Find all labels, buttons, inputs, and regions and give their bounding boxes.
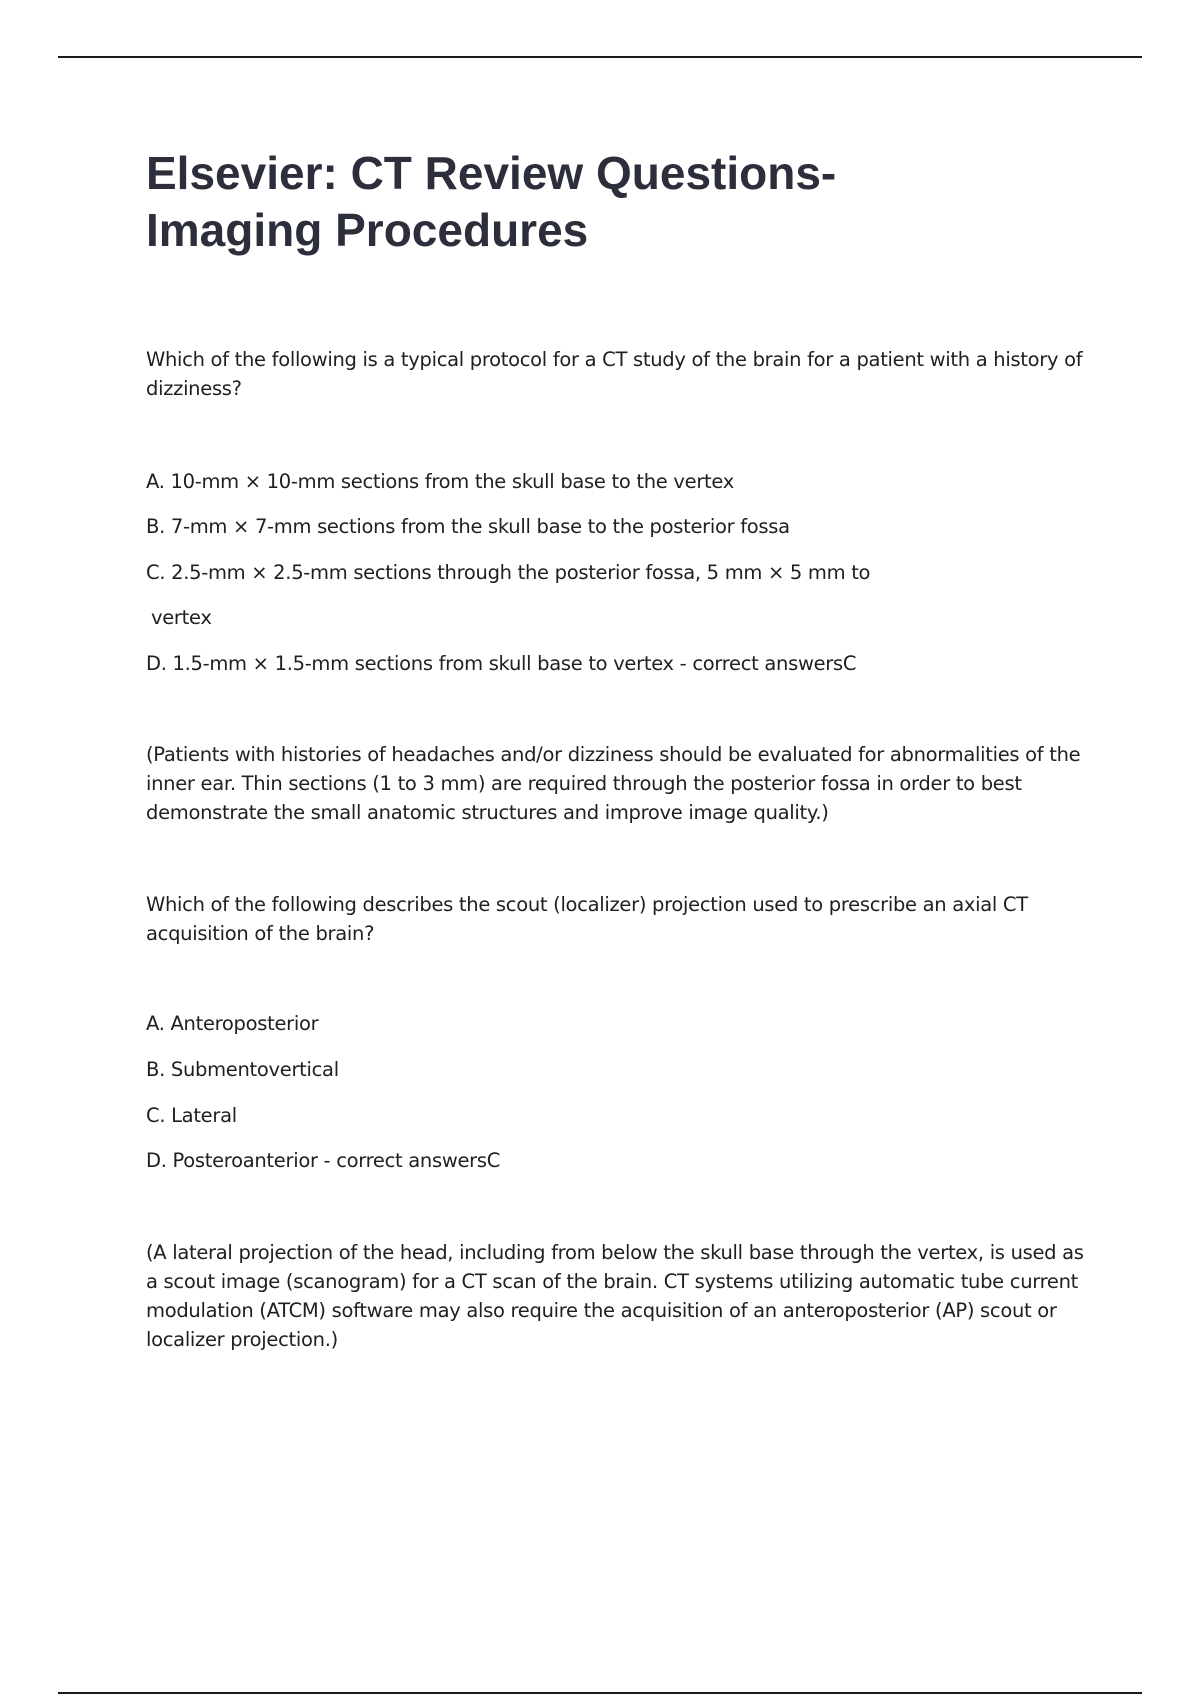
question-2-text: Which of the following describes the scout (localizer) projection used to prescribe an axial CT acquisition of the brain?	[146, 893, 1028, 945]
title-line-2: Imaging Procedures	[146, 204, 589, 256]
question-2-explanation: (A lateral projection of the head, including from below the skull base through the vertex, is used as a scout image (scanogram) for a CT scan of the brain. CT systems utilizing automatic tube current modulation (ATCM) software may also require the acquisition of an anteroposterior (AP) scout or localizer projection.)	[146, 1241, 1084, 1351]
question-1-option-c-continued: vertex	[151, 606, 212, 629]
question-1-option-d: D. 1.5-mm × 1.5-mm sections from skull base to vertex - correct answersC	[146, 652, 857, 675]
title-line-1: Elsevier: CT Review Questions-	[146, 147, 837, 199]
question-1-text: Which of the following is a typical protocol for a CT study of the brain for a patient with a history of dizziness?	[146, 348, 1083, 400]
question-1-explanation: (Patients with histories of headaches and/or dizziness should be evaluated for abnormalities of the inner ear. Thin sections (1 to 3 mm) are required through the posterior fossa in order to best demonstrate the small anatomic structures and improve image quality.)	[146, 743, 1081, 824]
question-2-option-d: D. Posteroanterior - correct answersC	[146, 1149, 501, 1172]
question-1-option-b: B. 7-mm × 7-mm sections from the skull base to the posterior fossa	[146, 515, 790, 538]
question-2-option-b: B. Submentovertical	[146, 1058, 339, 1081]
question-2-option-c: C. Lateral	[146, 1104, 237, 1127]
question-2-option-a: A. Anteroposterior	[146, 1012, 319, 1035]
question-1-option-c: C. 2.5-mm × 2.5-mm sections through the posterior fossa, 5 mm × 5 mm to	[146, 561, 871, 584]
header-rule	[58, 56, 1142, 58]
question-1-option-a: A. 10-mm × 10-mm sections from the skull base to the vertex	[146, 470, 734, 493]
document-title	[146, 145, 1046, 259]
footer-rule	[58, 1692, 1142, 1694]
